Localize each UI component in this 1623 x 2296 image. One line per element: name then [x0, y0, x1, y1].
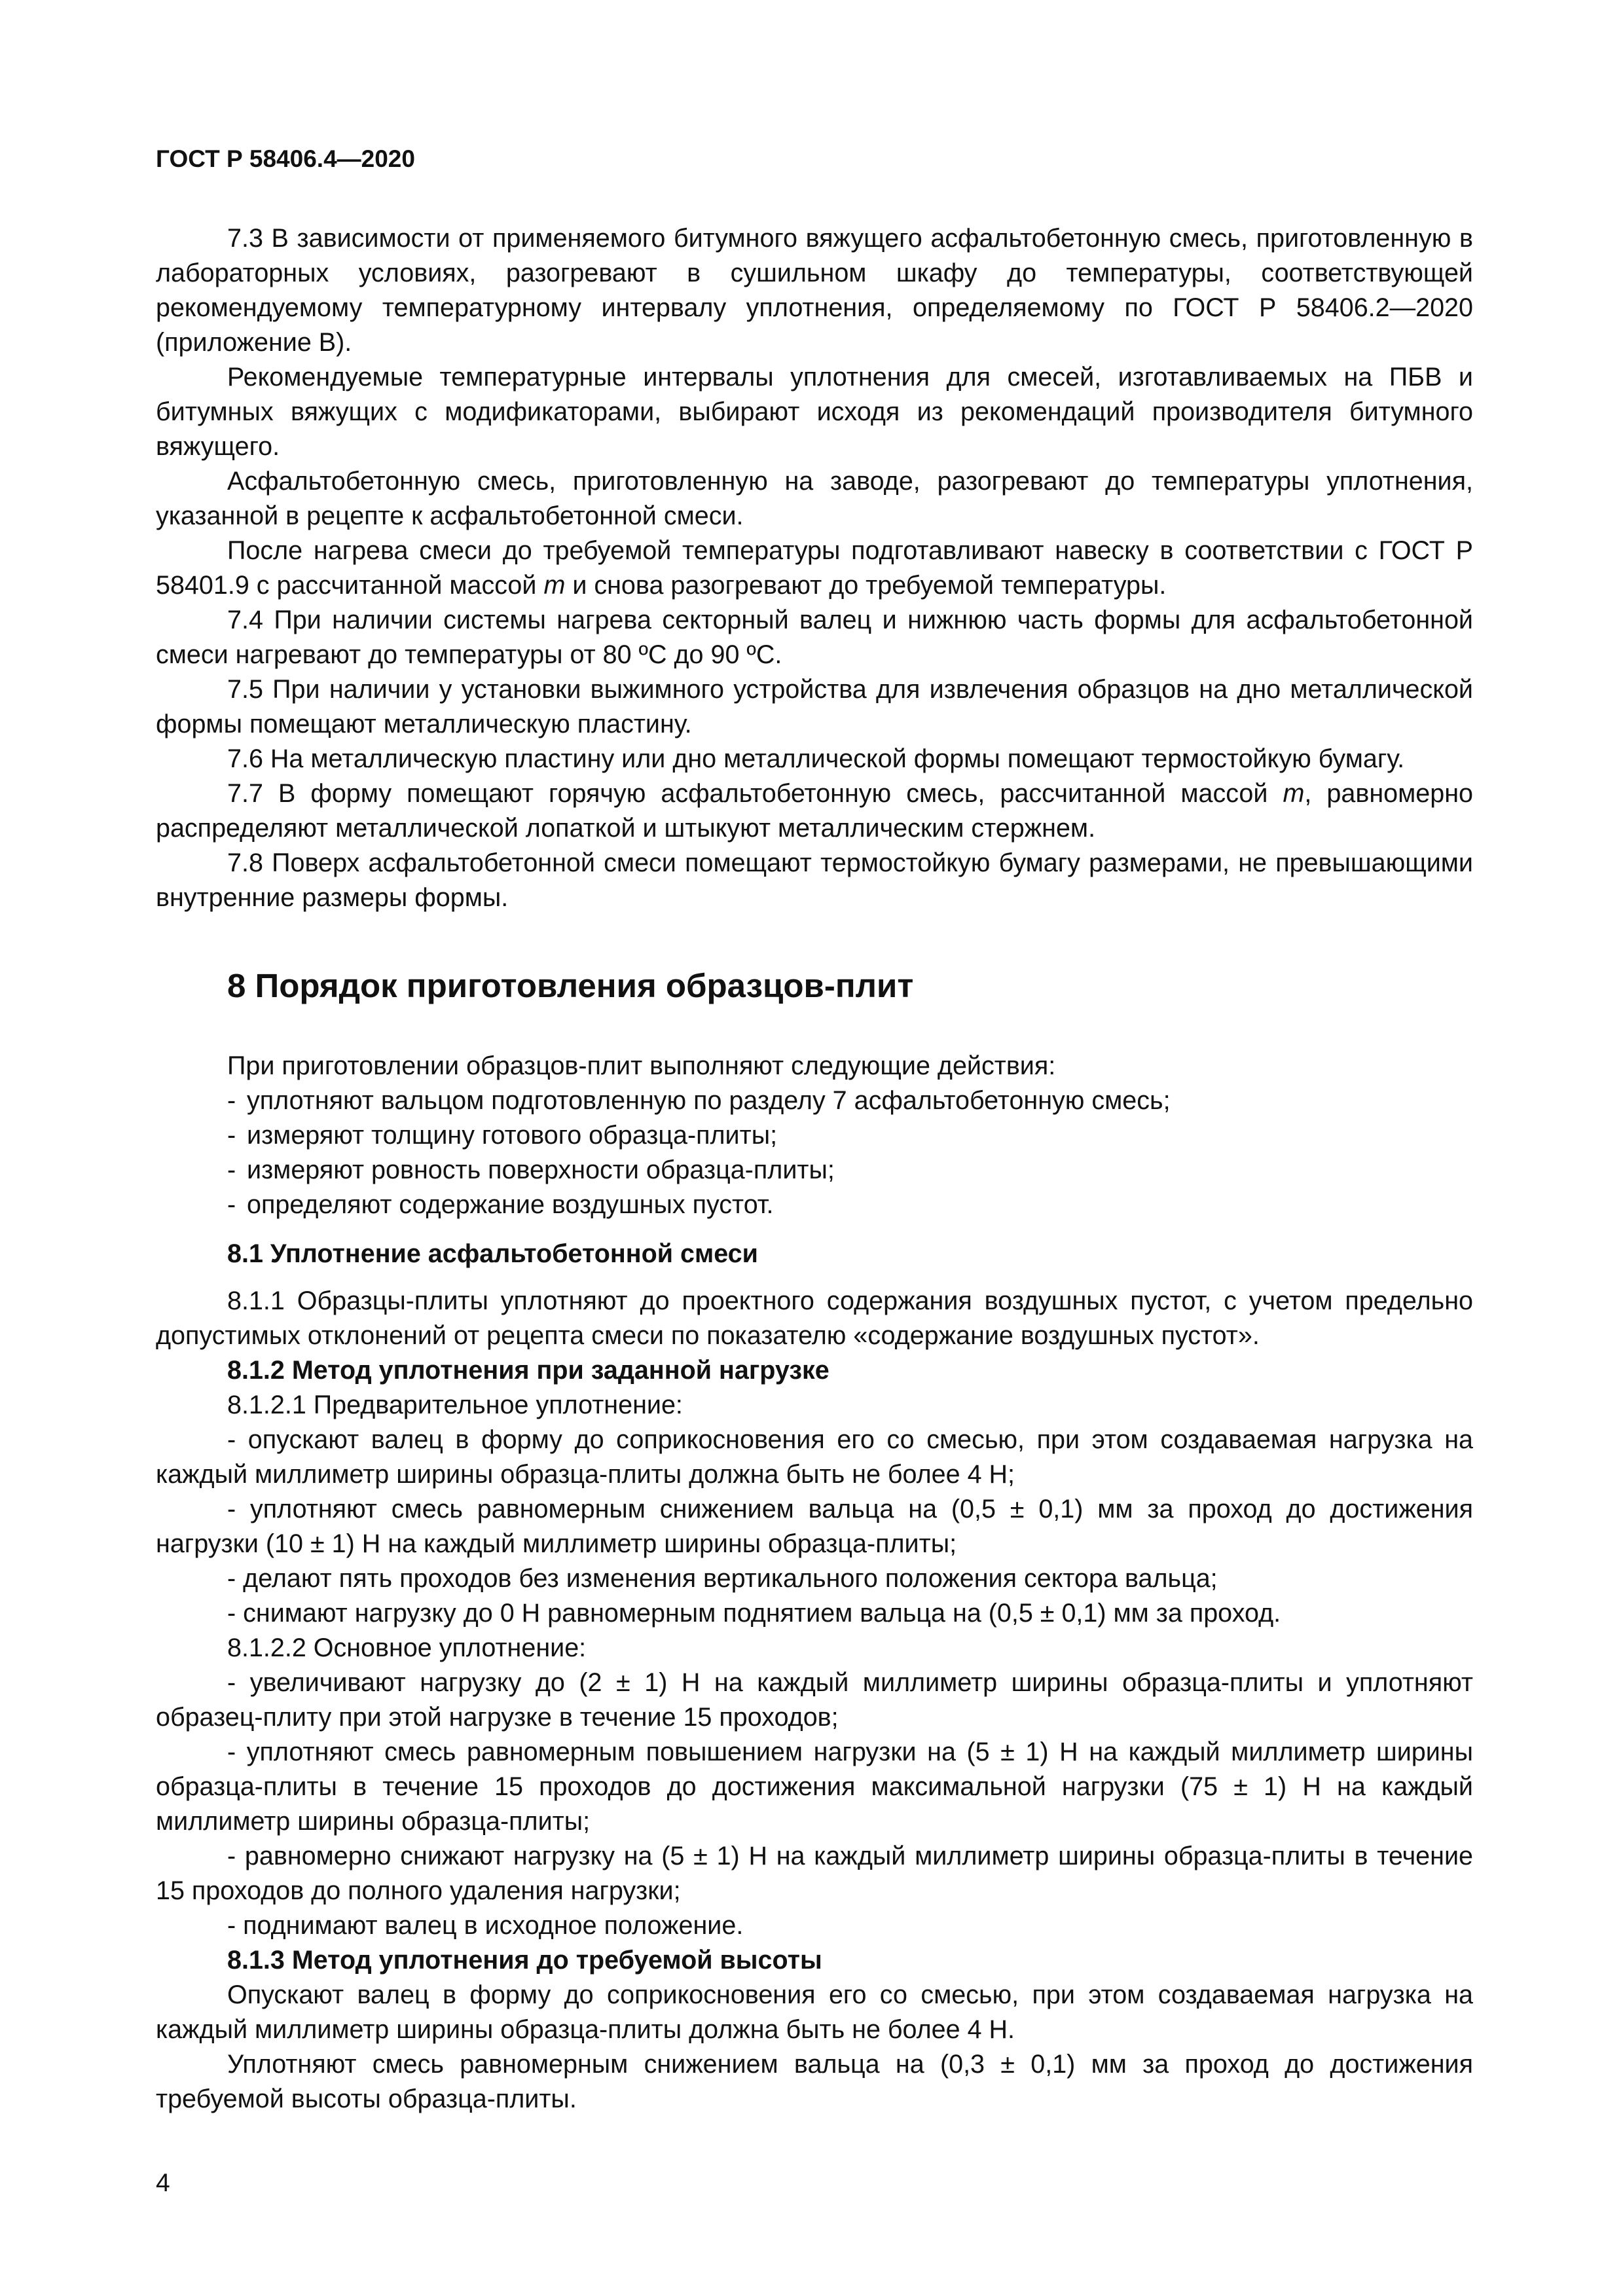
list-dash: - — [227, 1156, 236, 1184]
text-segment: 7.7 В форму помещают горячую асфальтобетонную смесь, рассчитанной массой — [227, 779, 1283, 808]
paragraph-7-4: 7.4 При наличии системы нагрева секторный валец и нижнюю часть формы для асфальтобетонной смеси нагревают до температуры от 80 ºС до 90 ºС. — [156, 606, 1473, 669]
paragraph-7-8: 7.8 Поверх асфальтобетонной смеси помещают термостойкую бумагу размерами, не превышающими внутренние размеры формы. — [156, 848, 1473, 912]
list-item — [227, 1153, 1473, 1188]
paragraph-7-6: 7.6 На металлическую пластину или дно металлической формы помещают термостойкую бумагу. — [227, 744, 1405, 773]
list-item — [156, 1666, 1473, 1735]
text-segment: После нагрева смеси до требуемой температуры подготавливают навеску в соответствии с ГОСТ Р 58401.9 с рассчитанной массой — [156, 536, 1473, 600]
page-number: 4 — [156, 2169, 170, 2197]
list-item-text: уплотняют смесь равномерным снижением вальца на (0,5 ± 0,1) мм за проход до достижения нагрузки (10 ± 1) Н на каждый миллиметр ширины образца-плиты; — [156, 1495, 1473, 1558]
list-item-text: уплотняют смесь равномерным повышением нагрузки на (5 ± 1) Н на каждый миллиметр ширины образца-плиты в течение 15 проходов до достижения максимальной нагрузки (75 ± 1) Н на каждый миллиметр ширины образца-плиты; — [156, 1738, 1473, 1836]
section-8-heading: 8 Порядок приготовления образцов-плит — [227, 967, 914, 1004]
list-item-text: измеряют толщину готового образца-плиты; — [247, 1121, 778, 1150]
list-item — [156, 1839, 1473, 1908]
list-item — [227, 1084, 1473, 1118]
mass-symbol: m — [543, 571, 566, 600]
list-item-text: делают пять проходов без изменения вертикального положения сектора вальца; — [243, 1564, 1218, 1593]
document-body — [156, 221, 1473, 2117]
list-dash: - — [227, 1121, 236, 1150]
list-item — [227, 1118, 1473, 1153]
subsection-8-1-3-heading: 8.1.3 Метод уплотнения до требуемой высоты — [227, 1946, 822, 1975]
list-item-text: определяют содержание воздушных пустот. — [247, 1190, 774, 1219]
list-item — [156, 1908, 1473, 1943]
paragraph-8-1-1: 8.1.1 Образцы-плиты уплотняют до проектного содержания воздушных пустот, с учетом предельно допустимых отклонений от рецепта смеси по показателю «содержание воздушных пустот». — [156, 1286, 1473, 1350]
document-header: ГОСТ Р 58406.4—2020 — [156, 145, 415, 172]
list-dash: - — [227, 1842, 236, 1870]
list-dash: - — [227, 1425, 236, 1454]
paragraph-8-1-3-a: Опускают валец в форму до соприкосновения его со смесью, при этом создаваемая нагрузка на каждый миллиметр ширины образца-плиты должна быть не более 4 Н. — [156, 1980, 1473, 2044]
paragraph-8-1-2-2: 8.1.2.2 Основное уплотнение: — [227, 1633, 587, 1662]
list-dash: - — [227, 1086, 236, 1115]
mass-symbol: m — [1283, 779, 1305, 808]
list-item — [156, 1596, 1473, 1631]
section-8-intro: При приготовлении образцов-плит выполняют следующие действия: — [227, 1051, 1056, 1080]
paragraph-7-3: 7.3 В зависимости от применяемого битумного вяжущего асфальтобетонную смесь, приготовленную в лабораторных условиях, разогревают в сушильном шкафу до температуры, соответствующей рекомендуемому температурному интервалу уплотнения, определяемому по ГОСТ Р 58406.2—2020 (приложение В). — [156, 224, 1473, 357]
paragraph-8-1-3-b: Уплотняют смесь равномерным снижением вальца на (0,3 ± 0,1) мм за проход до достижения требуемой высоты образца-плиты. — [156, 2050, 1473, 2113]
list-dash: - — [227, 1599, 236, 1628]
paragraph-after-heating — [156, 534, 1473, 603]
paragraph-factory-mix: Асфальтобетонную смесь, приготовленную на заводе, разогревают до температуры уплотнения, указанной в рецепте к асфальтобетонной смеси. — [156, 467, 1473, 530]
list-dash: - — [227, 1668, 236, 1697]
list-dash: - — [227, 1564, 236, 1593]
list-item-text: равномерно снижают нагрузку на (5 ± 1) Н на каждый миллиметр ширины образца-плиты в течение 15 проходов до полного удаления нагрузки; — [156, 1842, 1473, 1905]
list-item — [156, 1492, 1473, 1561]
list-item — [227, 1188, 1473, 1222]
list-item-text: опускают валец в форму до соприкосновения его со смесью, при этом создаваемая нагрузка на каждый миллиметр ширины образца-плиты должна быть не более 4 Н; — [156, 1425, 1473, 1489]
text-segment: , равномерно распределяют металлической лопаткой и штыкуют металлическим стержнем. — [156, 779, 1473, 843]
list-item — [156, 1735, 1473, 1839]
list-dash: - — [227, 1190, 236, 1219]
list-item-text: измеряют ровность поверхности образца-плиты; — [247, 1156, 835, 1184]
subsection-8-1-2-heading: 8.1.2 Метод уплотнения при заданной нагрузке — [227, 1356, 830, 1385]
list-dash: - — [227, 1738, 236, 1766]
list-item — [156, 1561, 1473, 1596]
paragraph-8-1-2-1: 8.1.2.1 Предварительное уплотнение: — [227, 1391, 683, 1419]
text-segment: и снова разогревают до требуемой температуры. — [565, 571, 1167, 600]
list-item-text: увеличивают нагрузку до (2 ± 1) Н на каждый миллиметр ширины образца-плиты и уплотняют образец-плиту при этой нагрузке в течение 15 проходов; — [156, 1668, 1473, 1732]
list-item-text: снимают нагрузку до 0 Н равномерным поднятием вальца на (0,5 ± 0,1) мм за проход. — [243, 1599, 1281, 1628]
paragraph-7-7 — [156, 776, 1473, 846]
list-item-text: поднимают валец в исходное положение. — [243, 1911, 744, 1940]
list-dash: - — [227, 1911, 236, 1940]
list-item — [156, 1423, 1473, 1492]
paragraph-7-5: 7.5 При наличии у установки выжимного устройства для извлечения образцов на дно металлической формы помещают металлическую пластину. — [156, 675, 1473, 738]
subsection-8-1-heading: 8.1 Уплотнение асфальтобетонной смеси — [227, 1239, 758, 1268]
list-item-text: уплотняют вальцом подготовленную по разделу 7 асфальтобетонную смесь; — [247, 1086, 1171, 1115]
paragraph-recommended-intervals: Рекомендуемые температурные интервалы уплотнения для смесей, изготавливаемых на ПБВ и битумных вяжущих с модификаторами, выбирают исходя из рекомендаций производителя битумного вяжущего. — [156, 363, 1473, 461]
list-dash: - — [227, 1495, 236, 1523]
